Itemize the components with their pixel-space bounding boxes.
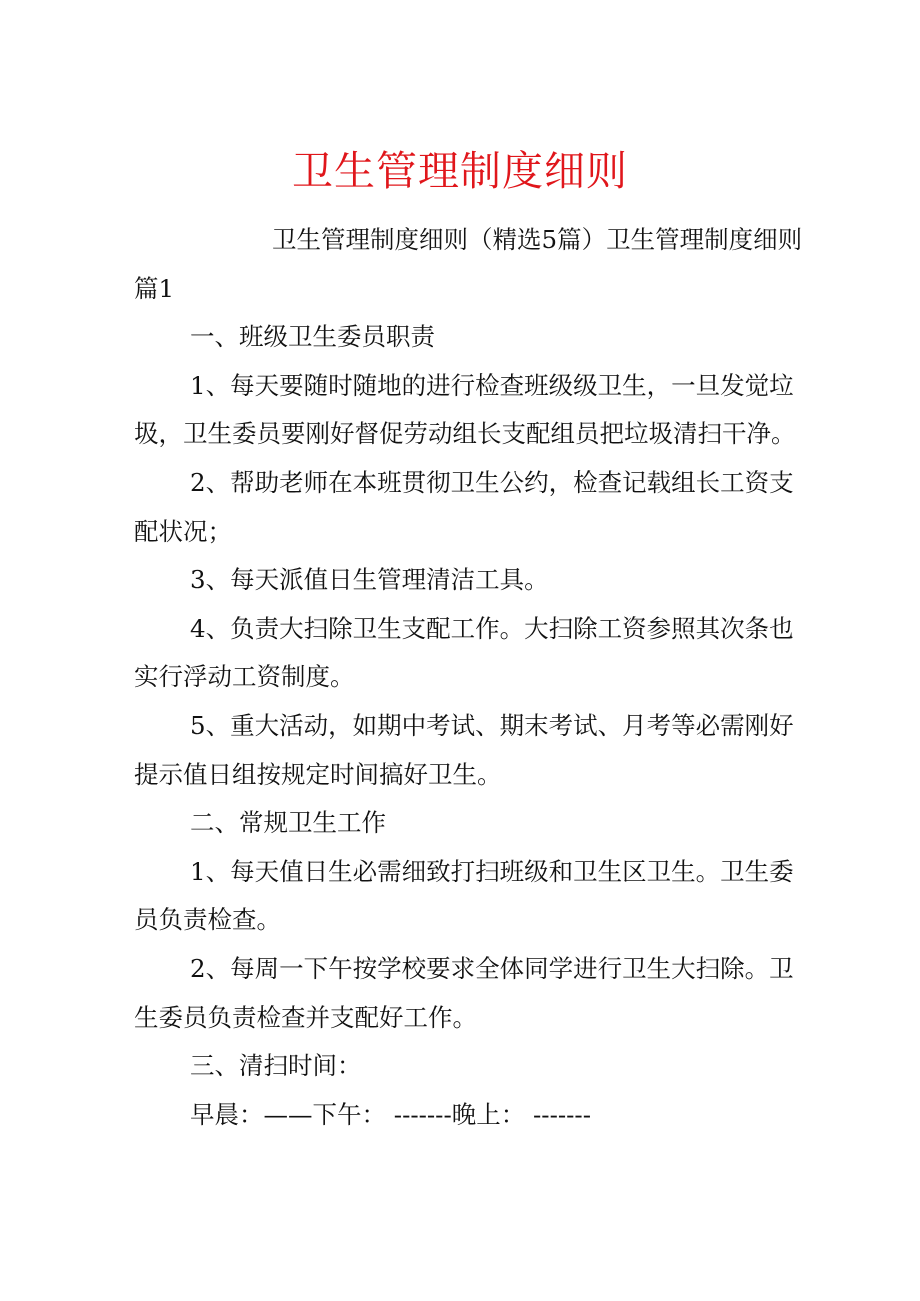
document-title: 卫生管理制度细则 (292, 147, 628, 195)
paragraph-item-2: 2、帮助老师在本班贯彻卫生公约，检查记载组长工资支配状况； (134, 467, 794, 546)
section-heading-3: 三、清扫时间： (190, 1051, 362, 1081)
schedule-line: 早晨：——下午： -------晚上： ------- (190, 1099, 591, 1129)
section-heading-2: 二、常规卫生工作 (190, 808, 386, 838)
intro-paragraph: 卫生管理制度细则（精选5篇）卫生管理制度细则篇1 (134, 225, 803, 303)
paragraph-item-5: 5、重大活动，如期中考试、期末考试、月考等必需刚好提示值日组按规定时间搞好卫生。 (134, 710, 794, 789)
paragraph-routine-1: 1、每天值日生必需细致打扫班级和卫生区卫生。卫生委员负责检查。 (134, 856, 794, 935)
paragraph-item-3: 3、每天派值日生管理清洁工具。 (190, 565, 549, 595)
section-heading-1: 一、班级卫生委员职责 (190, 322, 435, 352)
document-body (134, 216, 810, 1139)
paragraph-routine-2: 2、每周一下午按学校要求全体同学进行卫生大扫除。卫生委员负责检查并支配好工作。 (134, 953, 794, 1032)
paragraph-item-4: 4、负责大扫除卫生支配工作。大扫除工资参照其次条也实行浮动工资制度。 (134, 613, 794, 692)
paragraph-item-1: 1、每天要随时随地的进行检查班级级卫生，一旦发觉垃圾，卫生委员要刚好督促劳动组长支配组员把垃圾清扫干净。 (134, 370, 796, 449)
